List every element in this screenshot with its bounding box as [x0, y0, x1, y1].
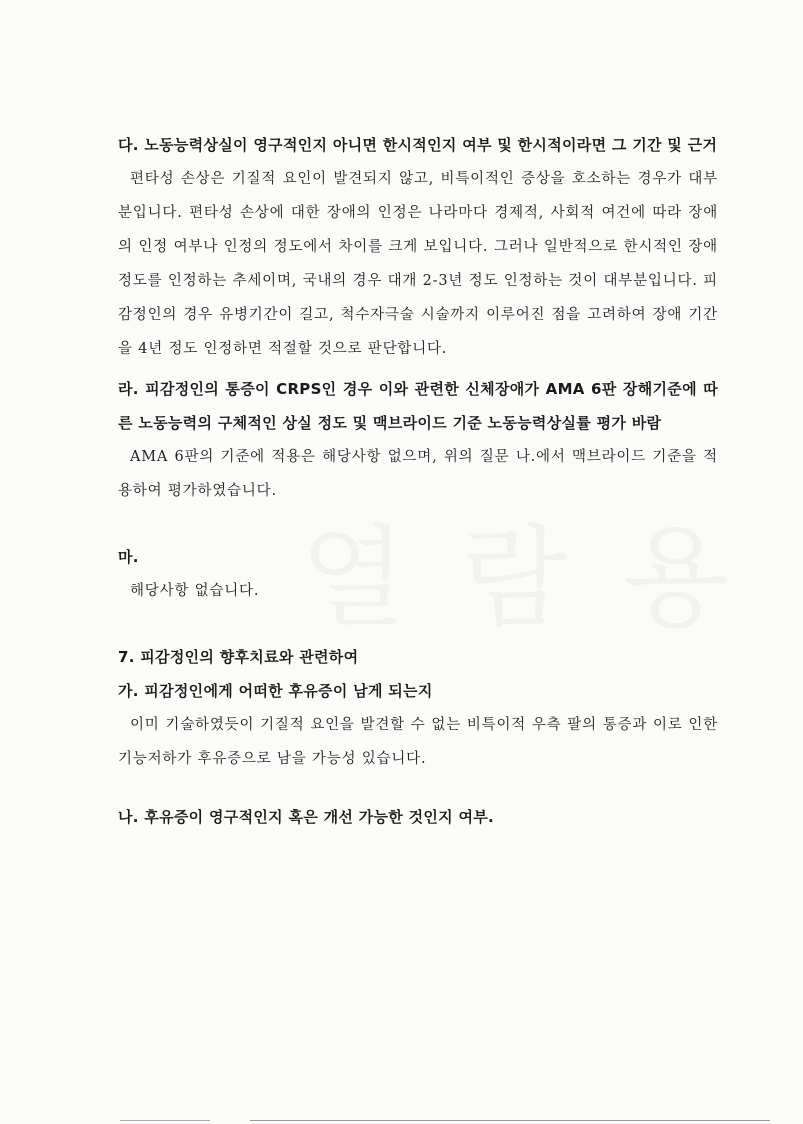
section-ga-body: 이미 기술하였듯이 기질적 요인을 발견할 수 없는 비특이적 우측 팔의 통증과 이로 인한 기능저하가 후유증으로 남을 가능성 있습니다. [118, 717, 718, 767]
section-ma-body: 해당사항 없습니다. [130, 583, 260, 599]
section-da-heading: 다. 노동능력상실이 영구적인지 아니면 한시적인지 여부 및 한시적이라면 그 기간 및 근거 [118, 136, 718, 154]
section-ra-heading: 라. 피감정인의 통증이 CRPS인 경우 이와 관련한 신체장애가 AMA 6판 장해기준에 따른 노동능력의 구체적인 상실 정도 및 맥브라이드 기준 노동능력상실률 평가 바람 [118, 380, 718, 432]
section-ra-body: AMA 6판의 기준에 적용은 해당사항 없으며, 위의 질문 나.에서 맥브라이드 기준을 적용하여 평가하였습니다. [118, 449, 718, 499]
document-body [118, 128, 718, 834]
section-da-body: 편타성 손상은 기질적 요인이 발견되지 않고, 비특이적인 증상을 호소하는 경우가 대부분입니다. 편타성 손상에 대한 장애의 인정은 나라마다 경제적, 사회적 여건에 따라 장애의 인정 여부나 인정의 정도에서 차이를 크게 보입니다. 그러나 일반적으로 한시적인 장애 정도를 인정하는 추세이며, 국내의 경우 대개 2-3년 정도 인정하는 것이 대부분입니다. 피감정인의 경우 유병기간이 길고, 척수자극술 시술까지 이루어진 점을 고려하여 장애 기간을 4년 정도 인정하면 적절할 것으로 판단합니다. [118, 171, 718, 357]
bottom-border [250, 1120, 770, 1121]
section-7-heading: 7. 피감정인의 향후치료와 관련하여 [118, 648, 359, 666]
bottom-border-left [120, 1120, 210, 1121]
section-na-heading: 나. 후유증이 영구적인지 혹은 개선 가능한 것인지 여부. [118, 808, 495, 826]
section-ga-heading: 가. 피감정인에게 어떠한 후유증이 남게 되는지 [118, 682, 433, 700]
section-ma-heading: 마. [118, 548, 139, 566]
